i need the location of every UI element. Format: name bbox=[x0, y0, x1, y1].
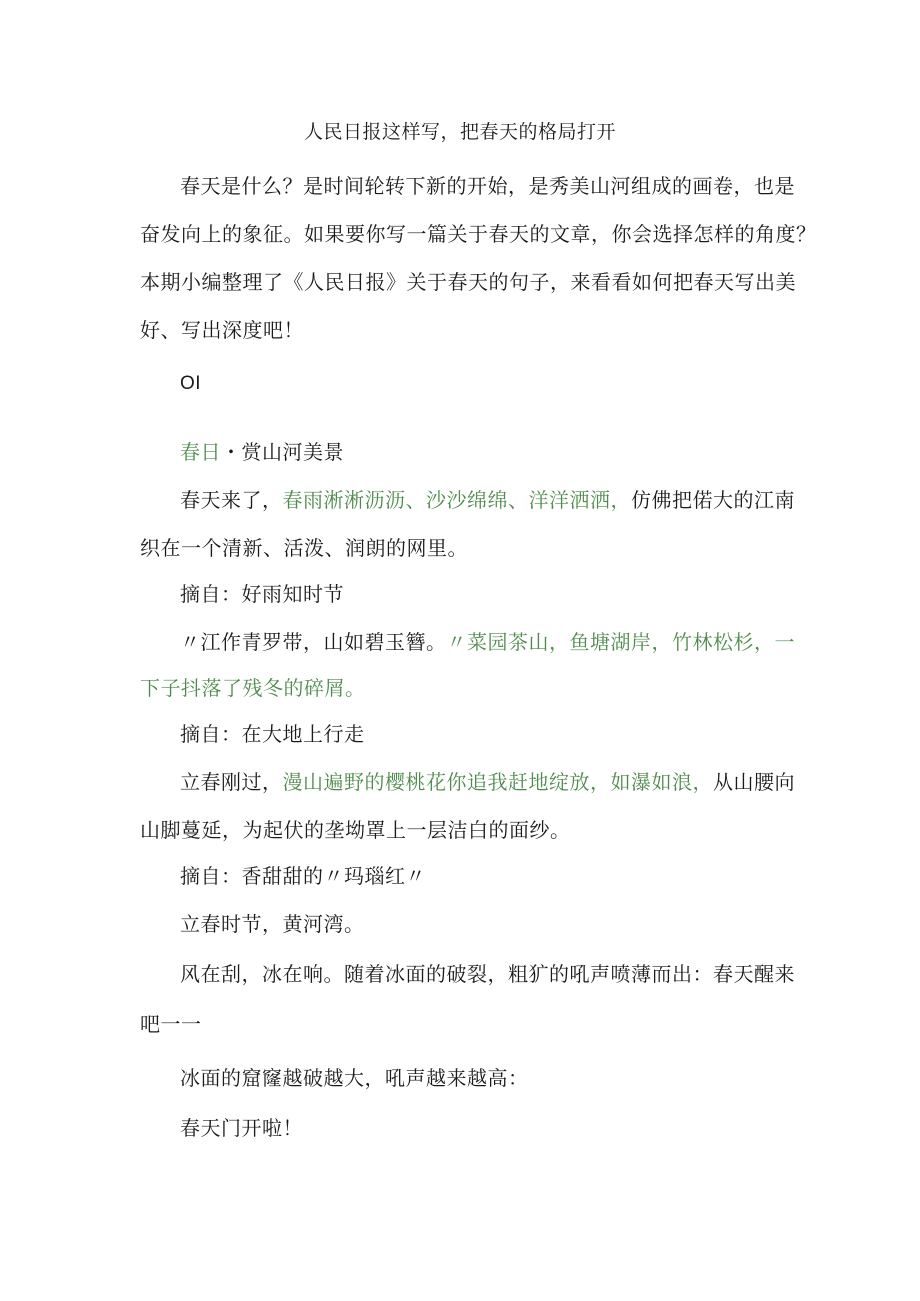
intro-line-2: 奋发向上的象征。如果要你写一篇关于春天的文章，你会选择怎样的角度？ bbox=[140, 222, 817, 246]
paragraph-1-text-a: 春天来了， bbox=[180, 488, 283, 512]
document-title: 人民日报这样写，把春天的格局打开 bbox=[303, 121, 616, 143]
paragraph-2-highlight: 〃菜园茶山，鱼塘湖岸，竹林松杉，一 bbox=[446, 630, 795, 654]
paragraph-4: 立春时节，黄河湾。 bbox=[180, 912, 365, 936]
paragraph-3-text-c: 从山腰向 bbox=[713, 770, 795, 794]
paragraph-3-text-a: 立春刚过， bbox=[180, 770, 283, 794]
paragraph-2-quote: 〃江作青罗带，山如碧玉簪。 bbox=[180, 630, 447, 654]
paragraph-3-highlight: 漫山遍野的樱桃花你追我赶地绽放，如瀑如浪， bbox=[282, 770, 713, 794]
paragraph-5-line-1: 风在刮，冰在响。随着冰面的破裂，粗犷的吼声喷薄而出：春天醒来 bbox=[180, 962, 795, 986]
source-1: 摘自：好雨知时节 bbox=[180, 582, 344, 606]
source-2: 摘自：在大地上行走 bbox=[180, 722, 365, 746]
paragraph-1-line-1 bbox=[180, 486, 795, 514]
section-number: OI bbox=[180, 373, 202, 394]
source-3: 摘自：香甜甜的〃玛瑙红〃 bbox=[180, 864, 426, 888]
paragraph-5-line-2: 吧一一 bbox=[140, 1012, 202, 1036]
paragraph-1-line-2: 织在一个清新、活泼、润朗的网里。 bbox=[140, 536, 468, 560]
intro-line-1: 春天是什么？是时间轮转下新的开始，是秀美山河组成的画卷，也是 bbox=[180, 174, 795, 198]
section-heading-rest: ・赏山河美景 bbox=[221, 440, 344, 464]
paragraph-3-line-2: 山脚蔓延，为起伏的垄坳罩上一层洁白的面纱。 bbox=[140, 818, 571, 842]
intro-line-4: 好、写出深度吧！ bbox=[140, 318, 304, 342]
section-heading-highlight: 春日 bbox=[180, 440, 221, 464]
paragraph-6: 冰面的窟窿越破越大，吼声越来越高： bbox=[180, 1066, 529, 1090]
paragraph-1-highlight: 春雨淅淅沥沥、沙沙绵绵、洋洋洒洒， bbox=[282, 488, 631, 512]
paragraph-1-text-c: 仿佛把偌大的江南 bbox=[631, 488, 795, 512]
section-heading bbox=[180, 438, 344, 466]
paragraph-7: 春天门开啦！ bbox=[180, 1116, 303, 1140]
paragraph-2-line-2: 下子抖落了残冬的碎屑。 bbox=[140, 676, 366, 700]
paragraph-3-line-1 bbox=[180, 768, 795, 796]
intro-line-3: 本期小编整理了《人民日报》关于春天的句子，来看看如何把春天写出美 bbox=[140, 270, 796, 294]
paragraph-2-line-1 bbox=[180, 628, 795, 656]
